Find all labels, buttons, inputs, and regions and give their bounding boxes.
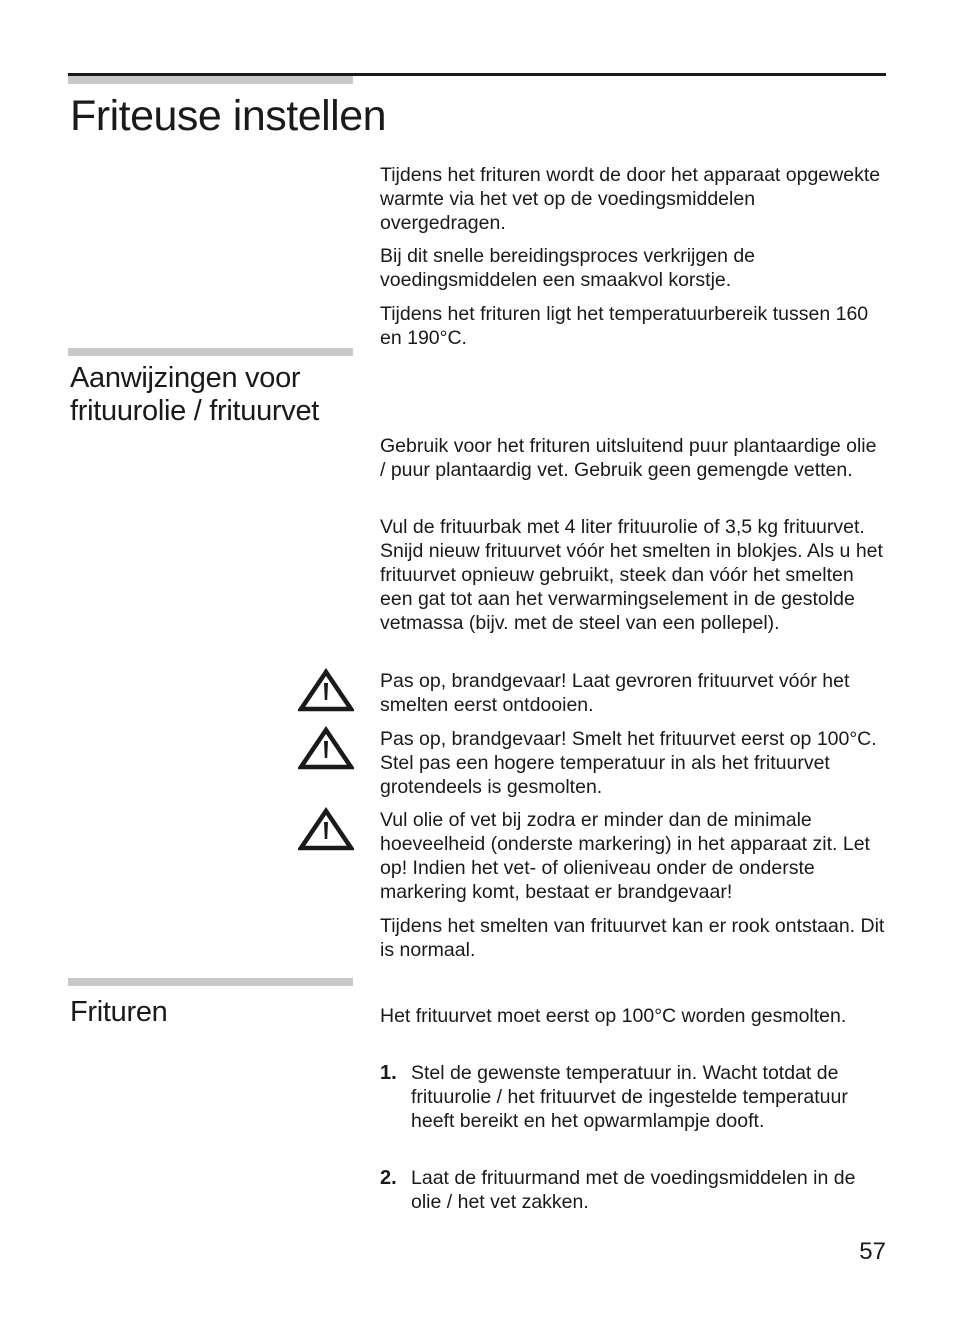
page-title: Friteuse instellen (70, 92, 387, 140)
section-heading (70, 362, 319, 428)
body-paragraph: Vul de frituurbak met 4 liter frituurolie of 3,5 kg frituurvet. Snijd nieuw frituurvet vóór het smelten in blokjes. Als u het frituurvet opnieuw gebruikt, steek dan vóór het smelten een gat tot aan het verwarmingselement in de gestolde vetmassa (bijv. met de steel van een pollepel). (380, 516, 883, 634)
title-rule-grey (68, 76, 353, 84)
step-text: Laat de frituurmand met de voedingsmiddelen in de olie / het vet zakken. (411, 1167, 856, 1213)
section-heading: Frituren (70, 996, 168, 1028)
step-text: Stel de gewenste temperatuur in. Wacht totdat de frituurolie / het frituurvet de ingestelde temperatuur heeft bereikt en het opwarmlampje dooft. (411, 1062, 848, 1132)
section-rule (68, 978, 353, 986)
warning-text: Vul olie of vet bij zodra er minder dan de minimale hoeveelheid (onderste markering) in het apparaat zit. Let op! Indien het vet- of olieniveau onder de onderste markering komt, bestaat er brandgevaar! (380, 809, 870, 903)
warning-text: Pas op, brandgevaar! Smelt het frituurvet eerst op 100°C. Stel pas een hogere temperatuur in als het frituurvet grotendeels is gesmolten. (380, 728, 877, 798)
warning-text: Pas op, brandgevaar! Laat gevroren frituurvet vóór het smelten eerst ontdooien. (380, 670, 850, 716)
warning-triangle-icon (298, 726, 354, 770)
step-number: 2. (380, 1167, 397, 1189)
body-paragraph: Tijdens het smelten van frituurvet kan er rook ontstaan. Dit is normaal. (380, 915, 885, 961)
body-paragraph: Gebruik voor het frituren uitsluitend puur plantaardige olie / puur plantaardig vet. Gebruik geen gemengde vetten. (380, 435, 877, 481)
section-heading-line: Aanwijzingen voor (70, 362, 301, 394)
step-number: 1. (380, 1062, 397, 1084)
section-rule (68, 348, 353, 356)
title-rule-black (68, 73, 886, 76)
intro-paragraph: Bij dit snelle bereidingsproces verkrijgen de voedingsmiddelen een smaakvol korstje. (380, 245, 756, 291)
section-heading-line: frituurolie / frituurvet (70, 395, 320, 427)
warning-triangle-icon (298, 668, 354, 712)
intro-paragraph: Tijdens het frituren ligt het temperatuurbereik tussen 160 en 190°C. (380, 303, 869, 349)
warning-triangle-icon (298, 807, 354, 851)
page-number: 57 (859, 1238, 886, 1265)
body-paragraph: Het frituurvet moet eerst op 100°C worden gesmolten. (380, 1005, 847, 1027)
intro-paragraph: Tijdens het frituren wordt de door het apparaat opgewekte warmte via het vet op de voedingsmiddelen overgedragen. (380, 164, 881, 234)
